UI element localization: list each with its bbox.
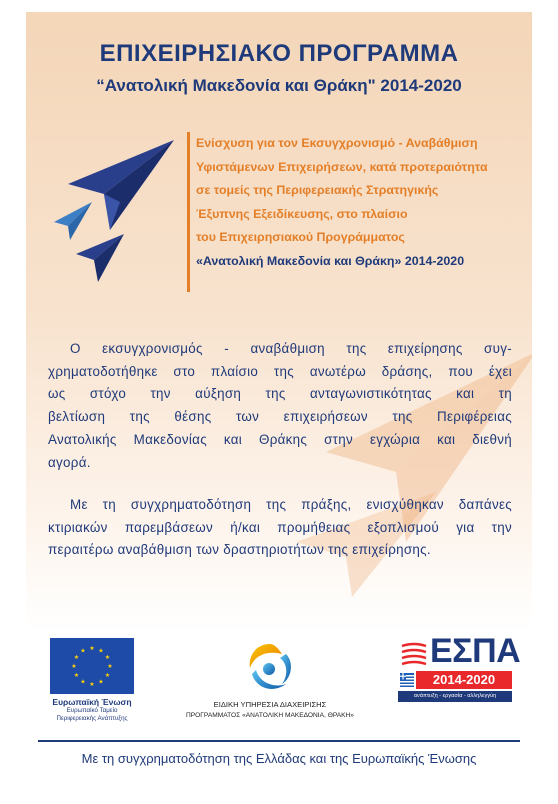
intro-line: σε τομείς της Περιφερειακής Στρατηγικής bbox=[196, 183, 439, 198]
intro-line-program: «Ανατολική Μακεδονία και Θράκη» 2014-2020 bbox=[196, 253, 465, 268]
svg-text:★: ★ bbox=[80, 678, 86, 686]
eu-fund-line: Ευρωπαϊκό Ταμείο bbox=[66, 707, 118, 714]
action-description bbox=[196, 132, 516, 274]
svg-text:★: ★ bbox=[104, 654, 111, 661]
greek-flag-icon bbox=[400, 673, 414, 687]
paragraph-line: βελτίωση της θέσης των επιχειρήσεων της Περιφέρειας bbox=[48, 409, 512, 425]
agency-logo-icon bbox=[242, 640, 298, 696]
intro-line: Ενίσχυση για τον Εκσυγχρονισμό - Αναβάθμιση bbox=[196, 136, 478, 150]
page-title: ΕΠΙΧΕΙΡΗΣΙΑΚΟ ΠΡΟΓΡΑΜΜΑ bbox=[99, 40, 459, 67]
espa-stripes-icon bbox=[400, 642, 428, 668]
agency-name: ΕΙΔΙΚΗ ΥΠΗΡΕΣΙΑ ΔΙΑΧΕΙΡΙΣΗΣ bbox=[213, 700, 327, 709]
svg-text:★: ★ bbox=[89, 681, 95, 688]
paragraph-line: περαιτέρω αναβάθμιση των δραστηριοτήτων της επιχείρησης. bbox=[48, 542, 431, 558]
footer-note: Με τη συγχρηματοδότηση της Ελλάδας και της Ευρωπαϊκής Ένωσης bbox=[81, 751, 477, 766]
program-subtitle: “Ανατολική Μακεδονία και Θράκη" 2014-2020 bbox=[96, 76, 462, 95]
espa-logo-icon bbox=[398, 632, 521, 710]
body-paragraph-2 bbox=[48, 494, 512, 562]
body-paragraph-1 bbox=[48, 338, 512, 474]
svg-text:★: ★ bbox=[80, 647, 86, 655]
paragraph-line: Με τη συγχρηματοδότηση της πράξης, ενισχύθηκαν δαπάνες bbox=[70, 497, 512, 512]
svg-text:★: ★ bbox=[104, 672, 111, 679]
svg-text:★: ★ bbox=[73, 672, 80, 679]
paper-plane-icon bbox=[48, 136, 178, 286]
paragraph-line: κτιριακών παρεμβάσεων ή/και προμήθειας εξοπλισμού για την bbox=[48, 519, 512, 535]
paragraph-line: χρηματοδοτήθηκε στο πλαίσιο της ανωτέρω δράσης, που έχει bbox=[48, 363, 512, 379]
espa-word: ΕΣΠΑ bbox=[430, 632, 521, 670]
svg-text:★: ★ bbox=[73, 654, 80, 661]
intro-line: του Επιχειρησιακού Προγράμματος bbox=[196, 230, 405, 245]
espa-years: 2014-2020 bbox=[416, 671, 512, 689]
espa-slogan: ανάπτυξη - εργασία - αλληλεγγύη bbox=[398, 691, 512, 702]
svg-text:★: ★ bbox=[89, 645, 95, 652]
svg-text:★: ★ bbox=[107, 663, 113, 670]
paragraph-line: Ανατολικής Μακεδονίας και Θράκης στην εγχώρια και διεθνή bbox=[48, 431, 512, 447]
paragraph-line: αγορά. bbox=[48, 454, 91, 470]
svg-text:★: ★ bbox=[98, 678, 104, 686]
eu-name: Ευρωπαϊκή Ένωση bbox=[52, 697, 132, 707]
agency-caption bbox=[160, 700, 380, 719]
intro-accent-bar bbox=[187, 132, 190, 292]
intro-line: Έξυπνης Εξειδίκευσης, στο πλαίσιο bbox=[196, 206, 408, 221]
eu-flag-icon bbox=[50, 638, 134, 694]
footer-divider bbox=[38, 740, 520, 742]
eu-caption bbox=[40, 697, 144, 723]
paragraph-line: Ο εκσυγχρονισμός - αναβάθμιση της επιχείρησης συγ- bbox=[70, 341, 512, 356]
paragraph-line: ως στόχο την αύξηση της ανταγωνιστικότητας και τη bbox=[48, 386, 512, 402]
svg-text:★: ★ bbox=[98, 647, 104, 655]
agency-program: ΠΡΟΓΡΑΜΜΑΤΟΣ «ΑΝΑΤΟΛΙΚΗ ΜΑΚΕΔΟΝΙΑ, ΘΡΑΚΗ» bbox=[186, 712, 354, 719]
intro-line: Υφιστάμενων Επιχειρήσεων, κατά προτεραιότητα bbox=[196, 159, 488, 174]
eu-fund-line: Περιφερειακής Ανάπτυξης bbox=[56, 715, 128, 722]
svg-text:★: ★ bbox=[71, 663, 77, 670]
